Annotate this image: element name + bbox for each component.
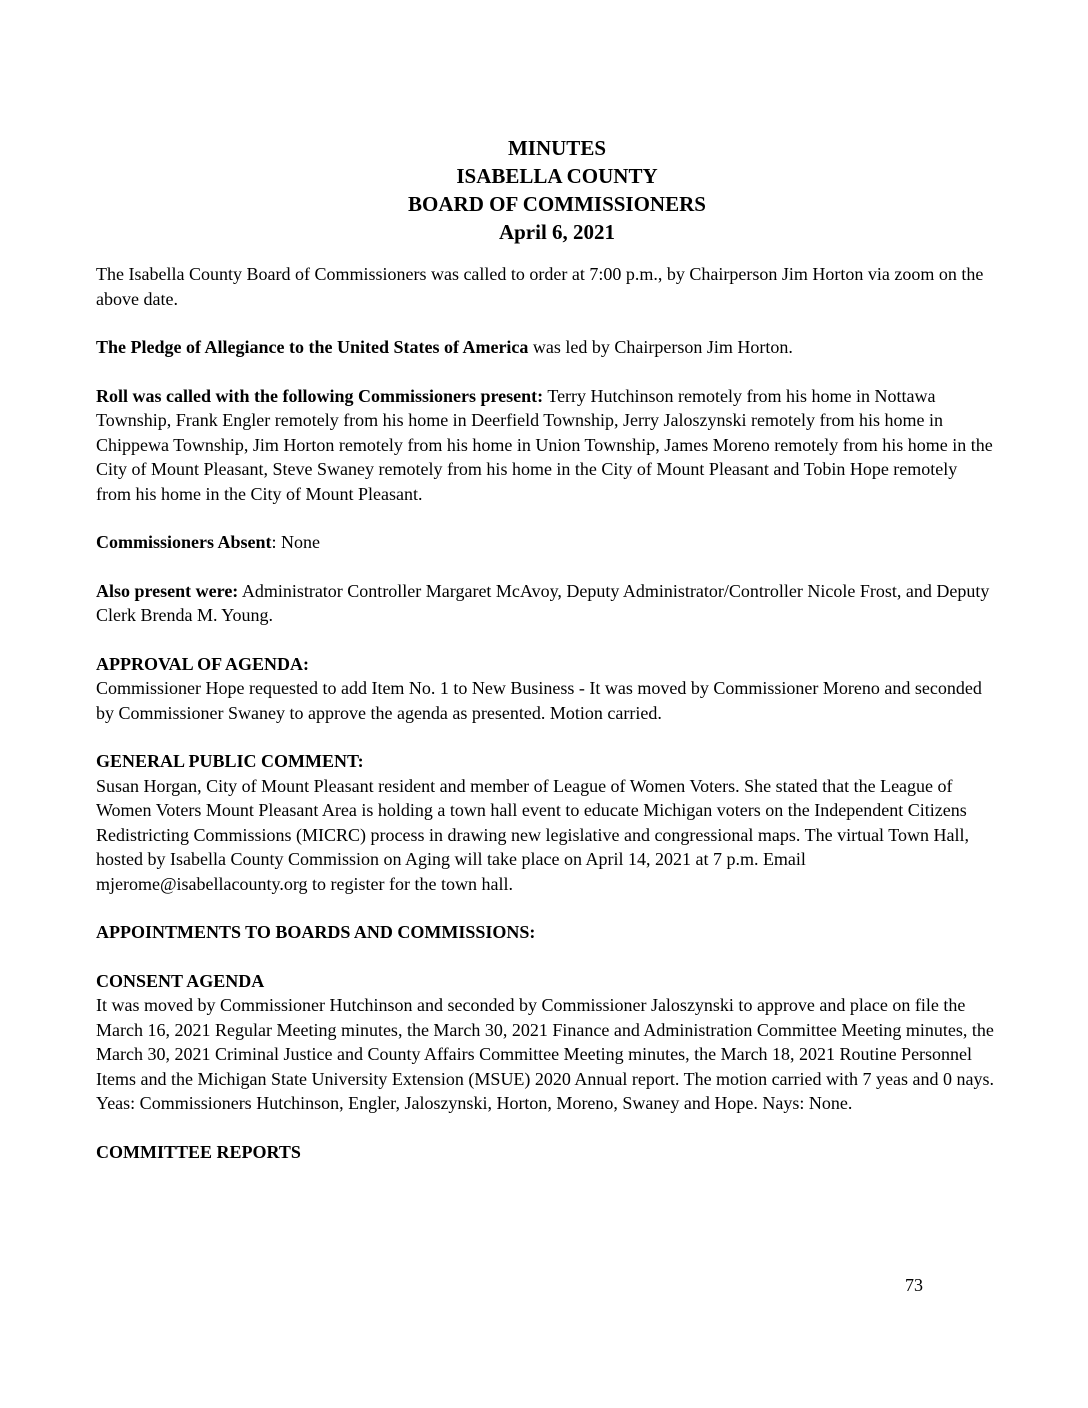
minutes-body [96, 262, 996, 1164]
absent-label: Commissioners Absent [96, 532, 272, 552]
pledge-paragraph [96, 335, 996, 360]
general-public-comment-text: Susan Horgan, City of Mount Pleasant resident and member of League of Women Voters. She stated that the League of Women Voters Mount Pleasant Area is holding a town hall event to educate Michigan voters on the Independent Citizens Redistricting Commissions (MICRC) process in drawing new legislative and congressional maps. The virtual Town Hall, hosted by Isabella County Commission on Aging will take place on April 14, 2021 at 7 p.m. Email mjerome@isabellacounty.org to register for the town hall. [96, 775, 969, 894]
roll-call-text: Terry Hutchinson remotely from his home in Nottawa Township, Frank Engler remotely from his home in Deerfield Township, Jerry Jaloszynski remotely from his home in Chippewa Township, Jim Horton remotely from his home in Union Township, James Moreno remotely from his home in the City of Mount Pleasant, Steve Swaney remotely from his home in the City of Mount Pleasant and Tobin Hope remotely from his home in the City of Mount Pleasant. [96, 385, 993, 504]
pledge-label: The Pledge of Allegiance to the United States of America [96, 337, 529, 357]
also-present-paragraph [96, 579, 996, 628]
also-present-text: Administrator Controller Margaret McAvoy, Deputy Administrator/Controller Nicole Frost, and Deputy Clerk Brenda M. Young. [96, 580, 990, 625]
title-county: ISABELLA COUNTY [456, 164, 658, 188]
general-public-comment-heading: GENERAL PUBLIC COMMENT: [96, 751, 364, 771]
approval-of-agenda-text: Commissioner Hope requested to add Item No. 1 to New Business - It was moved by Commissioner Moreno and seconded by Commissioner Swaney to approve the agenda as presented. Motion carried. [96, 678, 982, 723]
absent-paragraph [96, 530, 996, 555]
call-to-order-paragraph: The Isabella County Board of Commissioners was called to order at 7:00 p.m., by Chairperson Jim Horton via zoom on the above date. [96, 264, 984, 309]
title-minutes: MINUTES [507, 136, 607, 160]
appointments-heading: APPOINTMENTS TO BOARDS AND COMMISSIONS: [96, 922, 536, 942]
consent-agenda-heading: CONSENT AGENDA [96, 970, 265, 991]
roll-call-paragraph [96, 384, 996, 507]
consent-agenda-text: It was moved by Commissioner Hutchinson and seconded by Commissioner Jaloszynski to approve and place on file the March 16, 2021 Regular Meeting minutes, the March 30, 2021 Finance and Administration Committee Meeting minutes, the March 30, 2021 Criminal Justice and County Affairs Committee Meeting minutes, the March 18, 2021 Routine Personnel Items and the Michigan State University Extension (MSUE) 2020 Annual report. The motion carried with 7 yeas and 0 nays. Yeas: Commissioners Hutchinson, Engler, Jaloszynski, Horton, Moreno, Swaney and Hope. Nays: None. [96, 995, 994, 1113]
title-date: April 6, 2021 [498, 220, 616, 244]
absent-text: : None [271, 532, 321, 552]
approval-of-agenda-heading: APPROVAL OF AGENDA: [96, 653, 310, 674]
title-board: BOARD OF COMMISSIONERS [408, 192, 706, 216]
document-title [0, 134, 1088, 246]
pledge-text: was led by Chairperson Jim Horton. [528, 337, 793, 357]
roll-call-label: Roll was called with the following Commissioners present: [96, 385, 544, 406]
committee-reports-heading: COMMITTEE REPORTS [96, 1141, 301, 1162]
page-number: 73 [905, 1275, 923, 1295]
also-present-label: Also present were: [96, 580, 239, 601]
